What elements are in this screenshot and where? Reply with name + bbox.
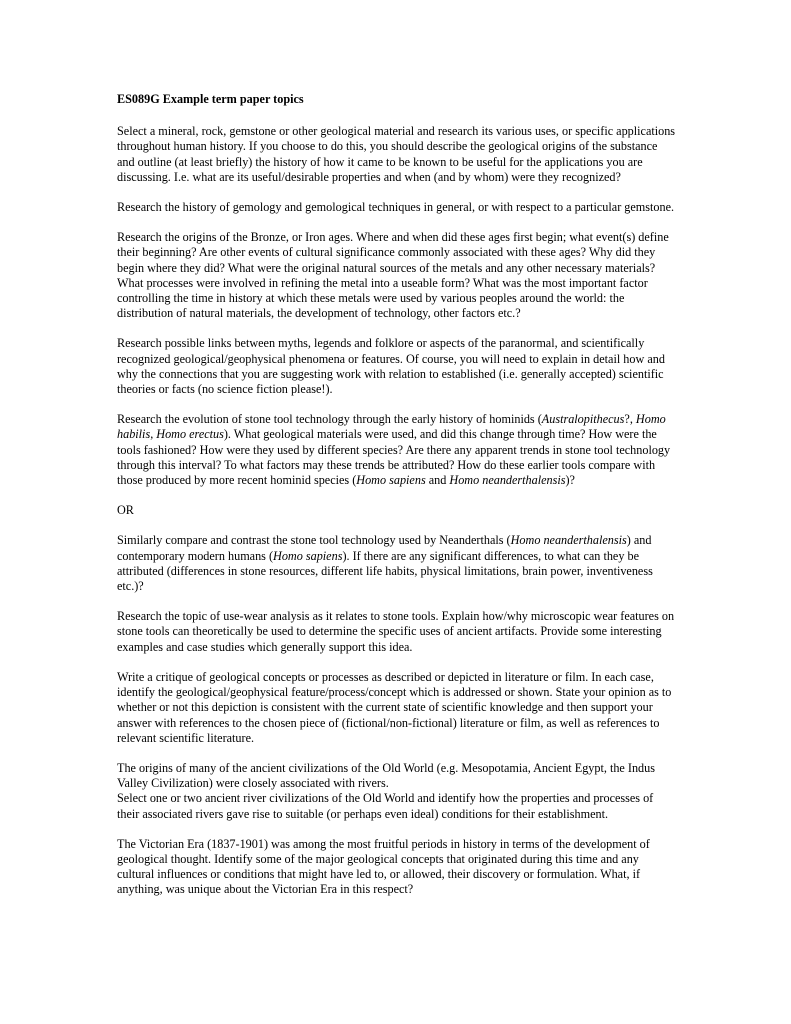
text-run: )? [565, 473, 575, 488]
text-run: ?, [624, 412, 636, 427]
topic-stone-tool-evolution [117, 412, 677, 488]
text-run: ). If there are any significant differences, to what can they be attributed (differences in stone resources, different life habits, physical limitations, brain power, inventiveness etc.)? [117, 548, 653, 594]
document-page [117, 92, 677, 913]
topic-victorian-era: The Victorian Era (1837-1901) was among the most fruitful periods in history in terms of the development of geological thought. Identify some of the major geological concepts that originated during this time and any cultural influences or conditions that might have led to, or allowed, their discovery or formulation. What, if anything, was unique about the Victorian Era in this respect? [117, 836, 650, 897]
topic-geology-in-literature: Write a critique of geological concepts or processes as described or depicted in literature or film. In each case, identify the geological/geophysical feature/process/concept which is addressed or shown. State your opinion as to whether or not this depiction is consistent with the current state of scientific knowledge and then support your answer with references to the chosen piece of (fictional/non-fictional) literature or film, as well as references to relevant scientific literature. [117, 669, 672, 745]
species-name: Australopithecus [541, 412, 625, 427]
species-name: Homo erectus [156, 427, 224, 442]
text-run: ). What geological materials were used, and did this change through time? How were the tools fashioned? How were they used by different species? Are there any apparent trends in stone tool technology through this interval? To what factors may these trends be attributed? How do these earlier tools compare with those produced by more recent hominid species ( [117, 427, 671, 488]
topic-bronze-iron-ages: Research the origins of the Bronze, or Iron ages. Where and when did these ages first begin; what event(s) define their beginning? Are other events of cultural significance commonly associated with these ages? Why did they begin where they did? What were the original natural sources of the metals and any other necessary materials? What processes were involved in refining the metal into a useable form? What was the most important factor controlling the time in history at which these metals were used by various peoples around the world: the distribution of natural materials, the development of technology, other factors etc.? [117, 230, 669, 321]
topic-mineral-uses: Select a mineral, rock, gemstone or other geological material and research its various uses, or specific applications throughout human history. If you choose to do this, you should describe the geological origins of the substance and outline (at least briefly) the history of how it came to be known to be useful for the applications you are discussing. I.e. what are its useful/desirable properties and when (and by whom) were they recognized? [117, 124, 676, 184]
text-run: ) and contemporary modern humans ( [117, 533, 652, 563]
text-run: and [425, 473, 450, 488]
topic-myths-geology: Research possible links between myths, legends and folklore or aspects of the paranormal, and scientifically recognized geological/geophysical phenomena or features. Of course, you will need to explain in detail how and why the connections that you are suggesting work with relation to established (i.e. generally accepted) scientific theories or facts (no science fiction please!). [117, 336, 665, 397]
species-name: Homo neanderthalensis [510, 533, 627, 548]
topic-use-wear-analysis: Research the topic of use-wear analysis as it relates to stone tools. Explain how/why microscopic wear features on stone tools can theoretically be used to determine the specific uses of ancient artifacts. Provide some interesting examples and case studies which generally support this idea. [117, 609, 675, 654]
topic-river-civilizations-intro: The origins of many of the ancient civilizations of the Old World (e.g. Mesopotamia, Ancient Egypt, the Indus Valley Civilization) were closely associated with rivers. [117, 760, 655, 791]
text-run: Similarly compare and contrast the stone tool technology used by Neanderthals ( [117, 533, 511, 548]
topic-gemology-history: Research the history of gemology and gemological techniques in general, or with respect to a particular gemstone. [117, 200, 675, 215]
document-title: ES089G Example term paper topics [117, 92, 304, 106]
species-name: Homo sapiens [273, 548, 343, 563]
topic-neanderthal-comparison [117, 533, 677, 594]
or-separator: OR [117, 503, 134, 518]
species-name: Homo habilis [117, 412, 666, 442]
text-run: Research the evolution of stone tool technology through the early history of hominids ( [117, 412, 542, 427]
species-name: Homo neanderthalensis [449, 473, 566, 488]
text-run: , [150, 427, 157, 442]
topic-river-civilizations: Select one or two ancient river civilizations of the Old World and identify how the properties and processes of their associated rivers gave rise to suitable (or perhaps even ideal) conditions for their establishment. [117, 791, 654, 821]
species-name: Homo sapiens [356, 473, 426, 488]
